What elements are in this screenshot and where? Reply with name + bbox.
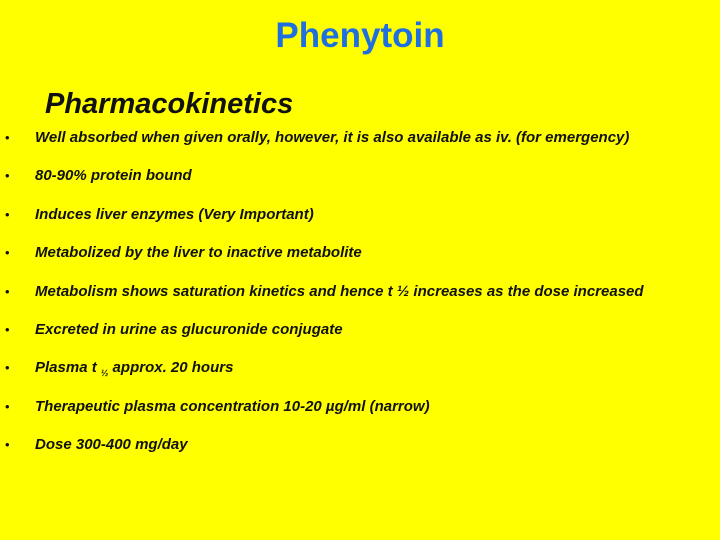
bullet-item (0, 393, 720, 431)
bullet-item (0, 162, 720, 200)
bullet-text: Excreted in urine as glucuronide conjugate (35, 320, 343, 338)
slide-subtitle: Pharmacokinetics (45, 88, 294, 120)
bullet-dot-icon: • (5, 437, 10, 453)
bullet-list (0, 124, 720, 470)
bullet-text: Dose 300-400 mg/day (35, 436, 188, 454)
bullet-text: Therapeutic plasma concentration 10-20 µg/ml (narrow) (35, 397, 430, 415)
bullet-dot-icon: • (5, 245, 10, 261)
bullet-item (0, 278, 720, 316)
bullet-dot-icon: • (5, 321, 10, 337)
bullet-item (0, 201, 720, 239)
bullet-text: Metabolism shows saturation kinetics and hence t ½ increases as the dose increased (35, 282, 644, 300)
bullet-dot-icon: • (5, 398, 10, 414)
bullet-text: 80-90% protein bound (35, 167, 192, 185)
bullet-item (0, 354, 720, 392)
bullet-item (0, 431, 720, 469)
bullet-dot-icon: • (5, 130, 10, 145)
bullet-text: Metabolized by the liver to inactive metabolite (35, 244, 362, 262)
bullet-dot-icon: • (5, 206, 10, 222)
bullet-dot-icon: • (5, 168, 10, 184)
half-life-subscript: ½ (100, 368, 109, 379)
bullet-text-half-life (35, 358, 233, 379)
bullet-item (0, 124, 720, 162)
bullet-dot-icon: • (5, 360, 10, 376)
bullet-item (0, 239, 720, 277)
slide-title: Phenytoin (275, 16, 445, 55)
bullet-text: Induces liver enzymes (Very Important) (35, 205, 314, 223)
bullet-text: Well absorbed when given orally, however, it is also available as iv. (for emergency) (35, 129, 630, 146)
bullet-dot-icon: • (5, 283, 10, 299)
half-life-suffix: approx. 20 hours (108, 359, 234, 377)
half-life-prefix: Plasma t (35, 359, 101, 377)
bullet-item (0, 316, 720, 354)
